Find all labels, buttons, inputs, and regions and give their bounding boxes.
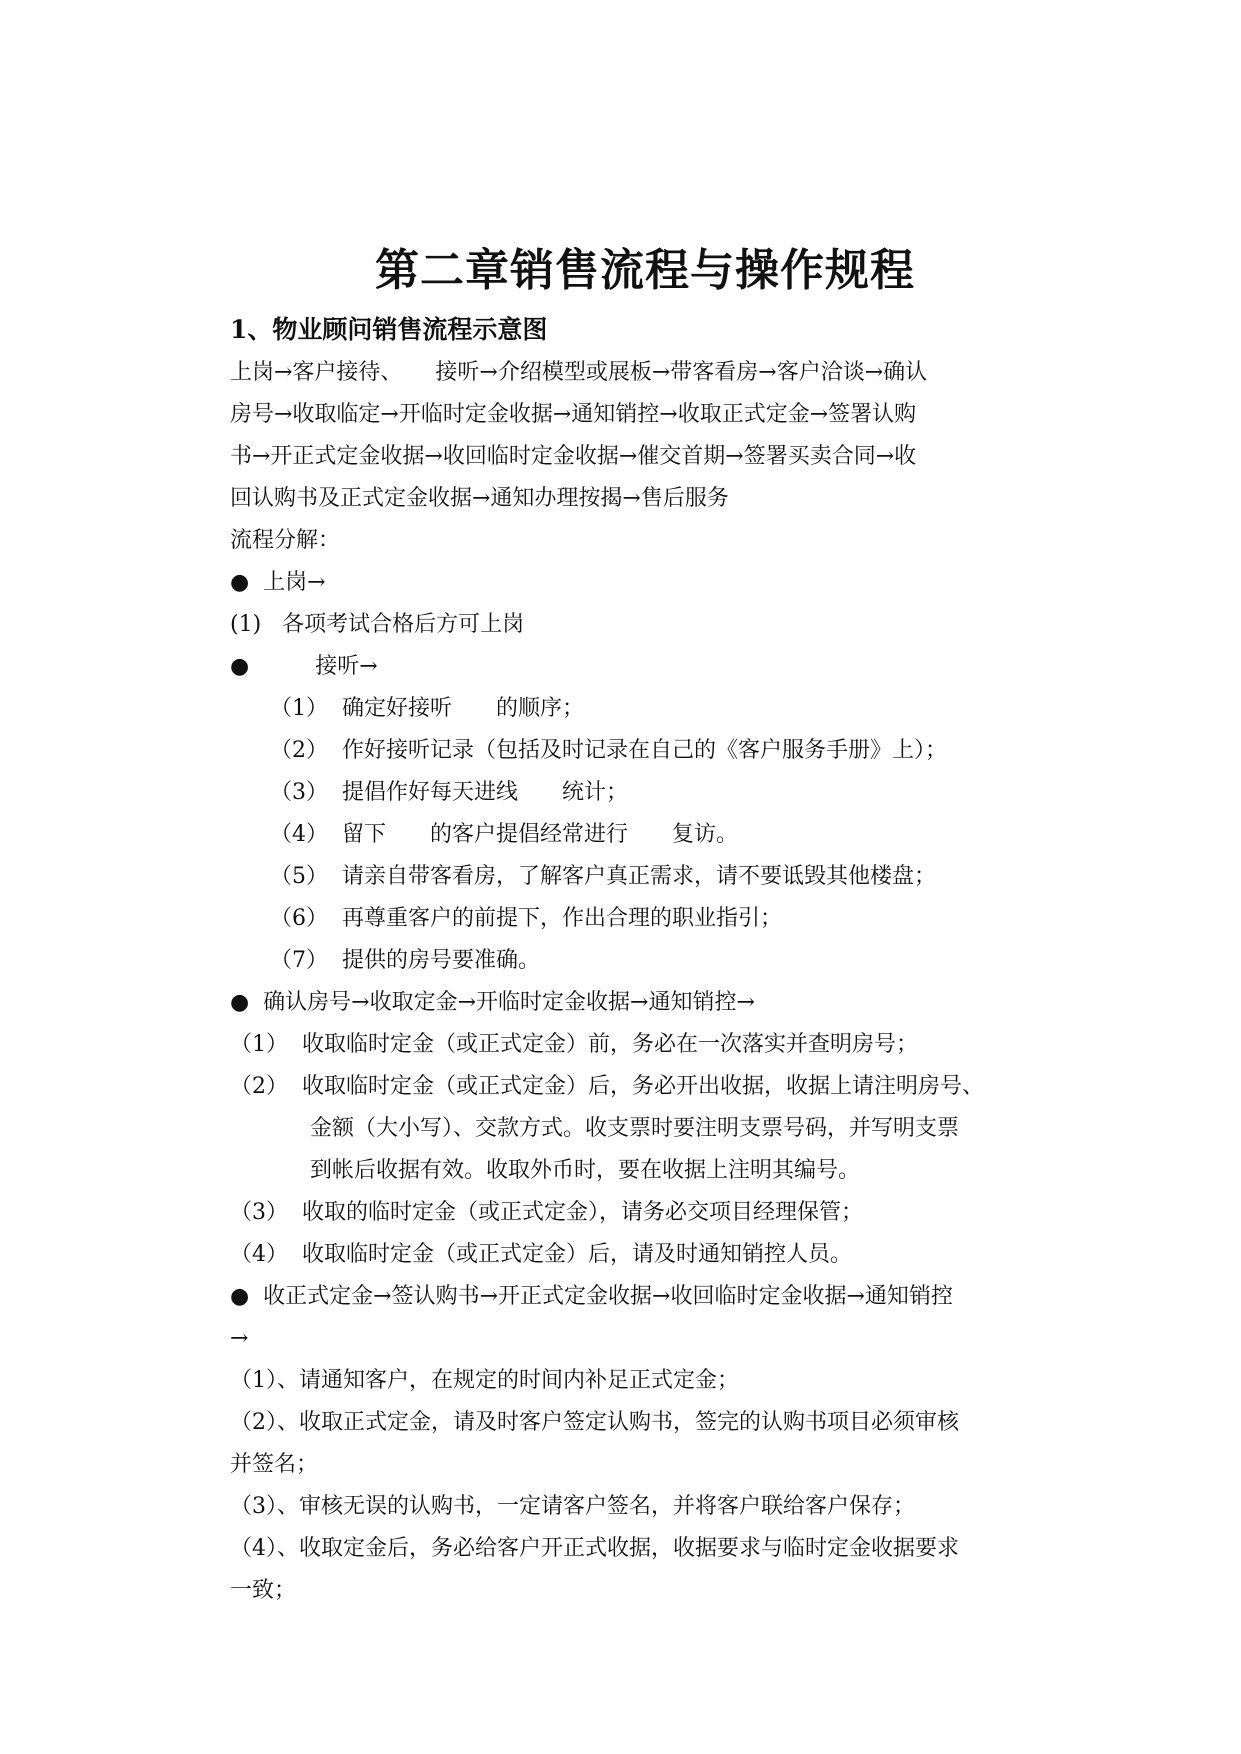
list-item-continuation: 一致； [230,1578,297,1603]
list-item: （2） 作好接听记录（包括及时记录在自己的《客户服务手册》上）； [270,738,947,763]
bullet-heading: ● 接听→ [230,654,378,679]
list-item: （4） 收取临时定金（或正式定金）后，请及时通知销控人员。 [230,1242,852,1267]
bullet-heading-continuation: → [230,1326,249,1351]
section-heading: 1、物业顾问销售流程示意图 [230,315,548,344]
list-item: （1） 确定好接听 的顺序； [270,696,584,721]
flow-summary-line: 房号→收取临定→开临时定金收据→通知销控→收取正式定金→签署认购 [230,402,917,427]
list-item: （7） 提供的房号要准确。 [270,948,540,973]
list-item: （5） 请亲自带客看房，了解客户真正需求，请不要诋毁其他楼盘； [270,864,936,889]
list-item: （6） 再尊重客户的前提下，作出合理的职业指引； [270,906,782,931]
document-body [230,236,1060,1612]
list-item: （3） 收取的临时定金（或正式定金），请务必交项目经理保管； [230,1200,863,1225]
flow-summary-line: 上岗→客户接待、 接听→介绍模型或展板→带客看房→客户洽谈→确认 [230,360,928,385]
list-item: （3） 提倡作好每天进线 统计； [270,780,628,805]
list-item: （4） 留下 的客户提倡经常进行 复访。 [270,822,738,847]
list-item: (1) 各项考试合格后方可上岗 [230,612,525,637]
list-item-continuation: 金额（大小写）、交款方式。收支票时要注明支票号码，并写明支票 [310,1116,960,1141]
flow-summary-line: 书→开正式定金收据→收回临时定金收据→催交首期→签署买卖合同→收 [230,444,917,469]
flow-summary-line: 回认购书及正式定金收据→通知办理按揭→售后服务 [230,486,729,511]
chapter-title: 第二章销售流程与操作规程 [375,245,915,296]
list-item: （4）、收取定金后，务必给客户开正式收据，收据要求与临时定金收据要求 [230,1536,959,1561]
bullet-heading: ● 收正式定金→签认购书→开正式定金收据→收回临时定金收据→通知销控 [230,1284,953,1309]
flow-breakdown-label: 流程分解： [230,528,341,553]
list-item-continuation: 到帐后收据有效。收取外币时，要在收据上注明其编号。 [310,1158,861,1183]
bullet-heading: ● 上岗→ [230,570,326,595]
list-item: （1） 收取临时定金（或正式定金）前，务必在一次落实并查明房号； [230,1032,918,1057]
list-item-continuation: 并签名； [230,1452,319,1477]
list-item: （3）、审核无误的认购书，一定请客户签名，并将客户联给客户保存； [230,1494,915,1519]
list-item: （1）、请通知客户，在规定的时间内补足正式定金； [230,1368,739,1393]
bullet-heading: ● 确认房号→收取定金→开临时定金收据→通知销控→ [230,990,755,1015]
list-item: （2） 收取临时定金（或正式定金）后，务必开出收据，收据上请注明房号、 [230,1074,984,1099]
list-item: （2）、收取正式定金，请及时客户签定认购书，签完的认购书项目必须审核 [230,1410,959,1435]
